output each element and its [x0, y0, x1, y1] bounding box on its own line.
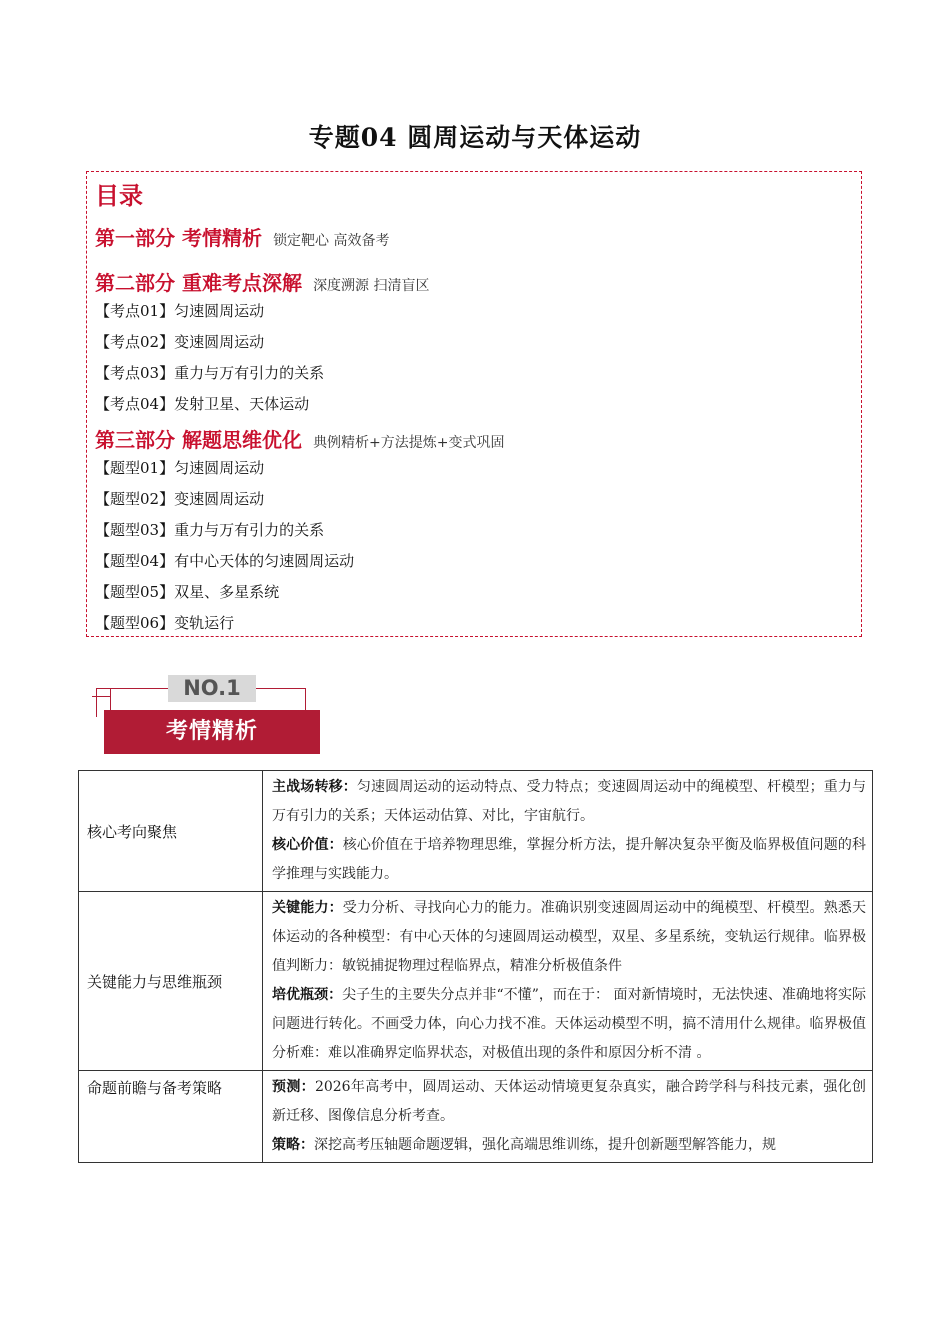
part-title: 第一部分 考情精析: [95, 226, 262, 250]
table-row: [79, 892, 873, 1071]
toc-item-text: 变速圆周运动: [174, 333, 265, 351]
part-subtitle: 深度溯源 扫清盲区: [313, 278, 430, 294]
row-content: [263, 1071, 873, 1163]
paragraph-key: 预测：: [272, 1079, 315, 1095]
toc-item: [95, 457, 264, 478]
toc-item: [95, 612, 234, 633]
paragraph-key: 核心价值：: [272, 837, 343, 853]
toc-item: [95, 519, 324, 540]
paragraph-text: 核心价值在于培养物理思维，掌握分析方法，提升解决复杂平衡及临界极值问题的科学推理与实践能力。: [272, 837, 867, 882]
paragraph-key: 培优瓶颈：: [272, 987, 343, 1003]
part-subtitle: 锁定靶心 高效备考: [273, 233, 390, 249]
toc-item: [95, 581, 279, 602]
toc-part-3: [95, 424, 505, 453]
toc-item-tag: 【考点01】: [95, 302, 175, 320]
toc-item: [95, 488, 264, 509]
part-title: 第三部分 解题思维优化: [95, 428, 302, 452]
toc-item-text: 变轨运行: [174, 614, 235, 632]
part-title: 第二部分 重难考点深解: [95, 271, 302, 295]
toc-item: [95, 331, 264, 352]
toc-item-tag: 【题型06】: [95, 614, 175, 632]
toc-item-tag: 【题型01】: [95, 459, 175, 477]
paragraph-text: 受力分析、寻找向心力的能力。准确识别变速圆周运动中的绳模型、杆模型。熟悉天体运动的各种模型：有中心天体的匀速圆周运动模型，双星、多星系统，变轨运行规律。临界极值判断力：敏锐捕捉物理过程临界点，精准分析极值条件: [272, 900, 867, 974]
table-of-contents: [86, 171, 862, 637]
toc-item: [95, 393, 309, 414]
toc-item-tag: 【考点02】: [95, 333, 175, 351]
toc-item: [95, 300, 264, 321]
table-row: [79, 1071, 873, 1163]
toc-item-text: 匀速圆周运动: [174, 302, 265, 320]
toc-item-text: 变速圆周运动: [174, 490, 265, 508]
row-label: 命题前瞻与备考策略: [79, 1071, 263, 1163]
paragraph-key: 主战场转移：: [272, 779, 357, 795]
section-number: NO.1: [168, 675, 256, 702]
paragraph-key: 关键能力：: [272, 900, 343, 916]
toc-item-tag: 【题型04】: [95, 552, 175, 570]
paragraph: [272, 981, 866, 1068]
row-content: [263, 892, 873, 1071]
paragraph-text: 深挖高考压轴题命题逻辑，强化高端思维训练，提升创新题型解答能力，规: [314, 1137, 776, 1153]
toc-item-text: 匀速圆周运动: [174, 459, 265, 477]
row-label: 核心考向聚焦: [79, 771, 263, 892]
paragraph-text: 匀速圆周运动的运动特点、受力特点；变速圆周运动中的绳模型、杆模型；重力与万有引力的关系；天体运动估算、对比，宇宙航行。: [272, 779, 867, 824]
section-badge: [92, 672, 332, 760]
paragraph-key: 策略：: [272, 1137, 314, 1153]
paragraph: [272, 1073, 866, 1131]
section-label: 考情精析: [104, 710, 320, 754]
toc-item-tag: 【题型05】: [95, 583, 175, 601]
toc-item-tag: 【题型03】: [95, 521, 175, 539]
badge-line: [92, 696, 110, 697]
toc-item: [95, 550, 354, 571]
table-row: [79, 771, 873, 892]
toc-item-tag: 【题型02】: [95, 490, 175, 508]
page-title: 专题04 圆周运动与天体运动: [308, 123, 642, 152]
paragraph: [272, 831, 866, 889]
toc-part-1: [95, 222, 390, 251]
paragraph: [272, 773, 866, 831]
analysis-table: [78, 770, 873, 1163]
paragraph-text: 2026年高考中，圆周运动、天体运动情境更复杂真实，融合跨学科与科技元素，强化创新迁移、图像信息分析考查。: [272, 1079, 866, 1124]
part-subtitle: 典例精析+方法提炼+变式巩固: [313, 435, 505, 451]
toc-heading: 目录: [95, 182, 143, 210]
paragraph-text: 尖子生的主要失分点并非“不懂”，而在于： 面对新情境时，无法快速、准确地将实际问题进行转化。不画受力体，向心力找不准。天体运动模型不明，搞不清用什么规律。临界极值分析难：难以准确界定临界状态，对极值出现的条件和原因分析不清 。: [272, 987, 867, 1061]
toc-item-text: 发射卫星、天体运动: [174, 395, 310, 413]
toc-part-2: [95, 267, 430, 296]
toc-item: [95, 362, 324, 383]
paragraph: [272, 894, 866, 981]
toc-item-text: 重力与万有引力的关系: [174, 521, 325, 539]
toc-item-text: 重力与万有引力的关系: [174, 364, 325, 382]
toc-item-text: 双星、多星系统: [174, 583, 280, 601]
row-label: 关键能力与思维瓶颈: [79, 892, 263, 1071]
toc-item-text: 有中心天体的匀速圆周运动: [174, 552, 355, 570]
row-content: [263, 771, 873, 892]
toc-item-tag: 【考点03】: [95, 364, 175, 382]
paragraph: [272, 1131, 866, 1160]
toc-item-tag: 【考点04】: [95, 395, 175, 413]
